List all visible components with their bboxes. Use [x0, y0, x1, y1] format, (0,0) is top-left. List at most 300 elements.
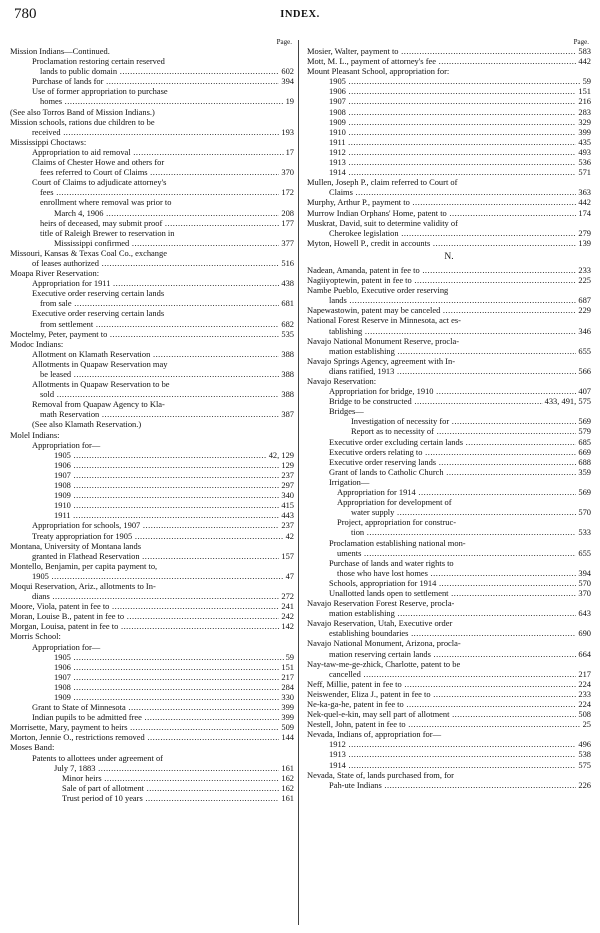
index-entry: [307, 127, 591, 137]
entry-text: 1908 .....: [54, 682, 294, 692]
entry-text: Navajo Springs Agency, agreement with In-: [307, 355, 456, 366]
entry-text: Minor heirs .....: [62, 773, 294, 783]
index-entry: [307, 376, 591, 386]
entry-text: (See also Torros Band of Mission Indians.): [10, 106, 155, 117]
index-entry: [10, 56, 294, 66]
entry-page-ref: 224: [578, 699, 591, 709]
entry-text: Appropriation for 1911 .....: [32, 278, 294, 288]
index-entry: [307, 117, 591, 127]
entry-page-ref: 161: [281, 792, 294, 803]
entry-page-ref: 370: [578, 587, 591, 598]
entry-text: uments .....: [337, 548, 591, 558]
index-entry: [307, 608, 591, 618]
index-entry: [307, 709, 591, 719]
column-divider: [298, 40, 299, 925]
index-entry: [307, 228, 591, 238]
entry-page-ref: 370: [281, 167, 294, 178]
index-entry: [10, 773, 294, 783]
entry-text: those who have lost homes .....: [337, 568, 591, 578]
entry-page-ref: 538: [578, 749, 591, 760]
entry-text: Navajo Reservation:: [307, 376, 377, 386]
entry-text: Myton, Howell P., credit in accounts .....: [307, 238, 591, 248]
entry-text: Allotments in Quapaw Reservation may: [32, 358, 168, 369]
entry-page-ref: 151: [281, 661, 294, 672]
entry-text: 1907 .....: [54, 672, 294, 682]
index-entry: [307, 86, 591, 96]
index-entry: [307, 760, 591, 770]
entry-text: lands .....: [329, 295, 591, 305]
entry-text: Nestell, John, patent in fee to .....: [307, 719, 591, 729]
index-entry: [307, 386, 591, 396]
entry-text: fees referred to Court of Claims .....: [40, 167, 294, 177]
entry-text: tion .....: [351, 527, 591, 537]
index-entry: [307, 487, 591, 497]
entry-text: cancelled .....: [329, 669, 591, 679]
entry-text: Moran, Louise B., patent in fee to .....: [10, 611, 294, 621]
entry-text: Appropriation for—: [32, 439, 101, 450]
entry-page-ref: 144: [281, 732, 294, 743]
entry-page-ref: 688: [578, 456, 591, 467]
entry-page-ref: 297: [281, 480, 294, 491]
index-entry: [10, 712, 294, 722]
index-entry: [307, 578, 591, 588]
page-number: 780: [14, 6, 37, 22]
entry-text: Removal from Quapaw Agency to Kla-: [32, 399, 165, 410]
entry-page-ref: 216: [578, 96, 591, 107]
index-entry: [10, 329, 294, 339]
index-entry: [307, 356, 591, 366]
entry-text: Treaty appropriation for 1905 .....: [32, 531, 294, 541]
index-entry: [307, 679, 591, 689]
entry-page-ref: 575: [578, 759, 591, 770]
index-entry: [10, 359, 294, 369]
index-entry: [307, 426, 591, 436]
entry-text: Claims .....: [329, 187, 591, 197]
index-entry: [10, 86, 294, 96]
entry-text: Proclamation establishing national mon-: [329, 537, 466, 548]
index-entry: [10, 652, 294, 662]
entry-page-ref: 233: [578, 264, 591, 275]
entry-text: Nevada, State of, lands purchased from, for: [307, 769, 454, 780]
index-entry: [307, 527, 591, 537]
entry-text: Executive orders relating to .....: [329, 447, 591, 457]
entry-text: tablishing .....: [329, 326, 591, 336]
entry-text: Indian pupils to be admitted free .....: [32, 712, 294, 722]
entry-text: Moore, Viola, patent in fee to .....: [10, 601, 294, 611]
entry-page-ref: 681: [281, 298, 294, 309]
index-entry: [10, 258, 294, 268]
index-entry: [307, 780, 591, 790]
entry-page-ref: 139: [578, 237, 591, 248]
entry-page-ref: 340: [281, 490, 294, 501]
entry-page-ref: 272: [281, 591, 294, 602]
entry-text: Appropriation for schools, 1907 .....: [32, 520, 294, 530]
entry-text: Missouri, Kansas & Texas Coal Co., exchange: [10, 247, 167, 258]
index-entry: [307, 346, 591, 356]
entry-page-ref: 508: [578, 709, 591, 720]
index-entry: [307, 437, 591, 447]
entry-text: Mullen, Joseph P., claim referred to Court of: [307, 177, 458, 188]
entry-text: 1911 .....: [54, 510, 294, 520]
entry-page-ref: 655: [578, 547, 591, 558]
entry-page-ref: 435: [578, 136, 591, 147]
entry-page-ref: 174: [578, 207, 591, 218]
index-entry: [10, 793, 294, 803]
entry-page-ref: 566: [578, 365, 591, 376]
entry-text: Nadean, Amanda, patent in fee to .....: [307, 265, 591, 275]
index-entry: [10, 642, 294, 652]
index-entry: [10, 561, 294, 571]
entry-text: Nevada, Indians of, appropriation for—: [307, 729, 442, 740]
entry-text: Morgan, Louisa, patent in fee to .....: [10, 621, 294, 631]
entry-page-ref: 509: [281, 722, 294, 733]
index-entry: [307, 157, 591, 167]
index-entry: [10, 611, 294, 621]
entry-text: enrollment where removal was prior to: [40, 197, 172, 208]
index-entry: [10, 349, 294, 359]
entry-page-ref: 279: [578, 227, 591, 238]
entry-text: 1906 .....: [329, 86, 591, 96]
entry-page-ref: 42: [285, 530, 294, 541]
entry-page-ref: 242: [281, 611, 294, 622]
entry-page-ref: 129: [281, 459, 294, 470]
entry-text: Montello, Benjamin, per capita payment to,: [10, 560, 158, 571]
index-entry: [10, 591, 294, 601]
index-entry: [10, 460, 294, 470]
index-entry: [10, 177, 294, 187]
entry-page-ref: 569: [578, 416, 591, 427]
entry-text: sold .....: [40, 389, 294, 399]
entry-text: Schools, appropriation for 1914 .....: [329, 578, 591, 588]
index-entry: [10, 228, 294, 238]
index-entry: [10, 510, 294, 520]
entry-page-ref: 208: [281, 207, 294, 218]
entry-page-ref: 161: [281, 762, 294, 773]
index-entry: [307, 285, 591, 295]
index-entry: [307, 218, 591, 228]
index-entry: [10, 409, 294, 419]
entry-text: 1910 .....: [54, 500, 294, 510]
index-entry: [10, 238, 294, 248]
entry-page-ref: 233: [578, 688, 591, 699]
entry-text: Patents to allottees under agreement of: [32, 752, 163, 763]
index-entry: [10, 399, 294, 409]
entry-page-ref: 399: [281, 712, 294, 723]
index-entry: [307, 265, 591, 275]
entry-page-ref: 493: [578, 146, 591, 157]
entry-text: National Forest Reserve in Minnesota, act es-: [307, 315, 461, 326]
index-entry: [10, 500, 294, 510]
entry-text: title of Raleigh Brewer to reservation in: [40, 227, 175, 238]
entry-text: July 7, 1883 .....: [54, 763, 294, 773]
index-entry: [307, 177, 591, 187]
entry-page-ref: 571: [578, 167, 591, 178]
entry-text: 1907 .....: [54, 470, 294, 480]
entry-text: 1907 .....: [329, 96, 591, 106]
entry-page-ref: 229: [578, 305, 591, 316]
entry-page-ref: 142: [281, 621, 294, 632]
entry-text: Bridges—: [329, 406, 364, 417]
entry-text: Grant of lands to Catholic Church .....: [329, 467, 591, 477]
index-entry: [307, 507, 591, 517]
entry-text: Irrigation—: [329, 476, 370, 487]
index-entry: [10, 682, 294, 692]
entry-text: be leased .....: [40, 369, 294, 379]
index-entry: [10, 571, 294, 581]
index-entry: [10, 339, 294, 349]
entry-text: Allotment on Klamath Reservation .....: [32, 349, 294, 359]
entry-page-ref: 388: [281, 348, 294, 359]
index-entry: [307, 137, 591, 147]
entry-text: Claims of Chester Howe and others for: [32, 157, 165, 168]
index-entry: [10, 308, 294, 318]
entry-text: Executive order reserving certain lands: [32, 308, 165, 319]
entry-page-ref: 359: [578, 466, 591, 477]
entry-page-ref: 570: [578, 507, 591, 518]
entry-text: 1913 .....: [329, 749, 591, 759]
entry-page-ref: 387: [281, 409, 294, 420]
index-entry: [307, 618, 591, 628]
entry-page-ref: 59: [285, 651, 294, 662]
entry-page-ref: 690: [578, 628, 591, 639]
index-entry: [307, 749, 591, 759]
entry-text: Navajo National Monument Reserve, procla-: [307, 335, 460, 346]
entry-text: of leases authorized .....: [32, 258, 294, 268]
entry-text: Muskrat, David, suit to determine validity of: [307, 217, 458, 228]
entry-page-ref: 516: [281, 257, 294, 268]
entry-page-ref: 685: [578, 436, 591, 447]
index-entry: [307, 295, 591, 305]
entry-text: Unallotted lands open to settlement .....: [329, 588, 591, 598]
entry-text: Report as to necessity of .....: [351, 426, 591, 436]
page-title: INDEX.: [280, 9, 320, 20]
entry-text: Executive order reserving lands .....: [329, 457, 591, 467]
entry-text: Court of Claims to adjudicate attorney's: [32, 177, 167, 188]
index-entry: [10, 66, 294, 76]
entry-page-ref: 226: [578, 779, 591, 790]
entry-text: Neiswender, Eliza J., patent in fee to .....: [307, 689, 591, 699]
entry-text: Appropriation for bridge, 1910 .....: [329, 386, 591, 396]
index-entry: [10, 197, 294, 207]
index-entry: [307, 517, 591, 527]
index-entry: [10, 551, 294, 561]
index-entry: [10, 137, 294, 147]
entry-text: Mission Indians—Continued.: [10, 46, 110, 56]
entry-page-ref: 433, 491, 575: [544, 396, 591, 407]
index-entry: [10, 187, 294, 197]
entry-text: Grant to State of Minnesota .....: [32, 702, 294, 712]
entry-page-ref: 193: [281, 126, 294, 137]
index-entry: [10, 783, 294, 793]
entry-text: Trust period of 10 years .....: [62, 793, 294, 803]
index-entry: [307, 326, 591, 336]
index-entry: [307, 457, 591, 467]
entry-text: Navajo Reservation, Utah, Executive order: [307, 618, 453, 629]
index-entry: [307, 366, 591, 376]
entry-text: 1908 .....: [54, 480, 294, 490]
entry-text: Mission schools, rations due children to be: [10, 116, 155, 127]
entry-page-ref: 283: [578, 106, 591, 117]
index-entry: [307, 770, 591, 780]
index-entry: [10, 490, 294, 500]
index-entry: [10, 379, 294, 389]
entry-page-ref: 151: [578, 86, 591, 97]
entry-page-ref: 643: [578, 608, 591, 619]
index-entry: [10, 520, 294, 530]
index-entry: [10, 541, 294, 551]
right-entries-n: [307, 265, 591, 790]
entry-page-ref: 217: [281, 671, 294, 682]
entry-text: Nagiiyoptewin, patent in fee to .....: [307, 275, 591, 285]
entry-text: 1912 .....: [329, 739, 591, 749]
entry-page-ref: 399: [281, 702, 294, 713]
right-entries-m: [307, 46, 591, 248]
entry-text: Morton, Jennie O., restrictions removed .....: [10, 732, 294, 742]
entry-page-ref: 394: [281, 76, 294, 87]
entry-page-ref: 377: [281, 237, 294, 248]
entry-page-ref: 224: [578, 678, 591, 689]
index-entry: [10, 107, 294, 117]
entry-text: Bridge to be constructed .....: [329, 396, 591, 406]
entry-page-ref: 17: [285, 146, 294, 157]
index-entry: [307, 598, 591, 608]
entry-text: 1911 .....: [329, 137, 591, 147]
entry-text: 1905 .....: [54, 450, 294, 460]
index-entry: [10, 763, 294, 773]
index-entry: [307, 76, 591, 86]
index-entry: [307, 96, 591, 106]
index-entry: [307, 46, 591, 56]
entry-page-ref: 535: [281, 328, 294, 339]
entry-text: 1910 .....: [329, 127, 591, 137]
entry-page-ref: 162: [281, 772, 294, 783]
entry-text: water supply .....: [351, 507, 591, 517]
entry-text: 1909 .....: [329, 117, 591, 127]
entry-text: 1905 .....: [32, 571, 294, 581]
entry-text: Morrisette, Mary, payment to heirs .....: [10, 722, 294, 732]
entry-page-ref: 496: [578, 739, 591, 750]
entry-page-ref: 47: [285, 570, 294, 581]
index-entry: [307, 719, 591, 729]
entry-page-ref: 442: [578, 197, 591, 208]
entry-text: Montana, University of Montana lands: [10, 540, 141, 551]
entry-page-ref: 443: [281, 510, 294, 521]
entry-page-ref: 664: [578, 648, 591, 659]
entry-page-ref: 570: [578, 577, 591, 588]
index-entry: [307, 558, 591, 568]
entry-text: Purchase of lands and water rights to: [329, 557, 454, 568]
index-entry: [307, 238, 591, 248]
entry-text: 1909 .....: [54, 490, 294, 500]
index-entry: [10, 430, 294, 440]
entry-page-ref: 157: [281, 550, 294, 561]
entry-text: Navajo Reservation Forest Reserve, procla-: [307, 598, 455, 609]
index-entry: [10, 117, 294, 127]
entry-text: Nambe Pueblo, Executive order reserving: [307, 285, 449, 296]
entry-text: Moqui Reservation, Ariz., allotments to In-: [10, 580, 156, 591]
entry-text: 1914 .....: [329, 167, 591, 177]
entry-text: Nay-taw-me-ge-zhick, Charlotte, patent to be: [307, 658, 461, 669]
entry-page-ref: 388: [281, 389, 294, 400]
entry-page-ref: 346: [578, 325, 591, 336]
index-entry: [307, 447, 591, 457]
entry-text: granted in Flathead Reservation .....: [32, 551, 294, 561]
entry-page-ref: 399: [578, 126, 591, 137]
entry-text: Napewastowin, patent may be canceled .....: [307, 305, 591, 315]
index-entry: [307, 477, 591, 487]
index-entry: [10, 76, 294, 86]
index-entry: [307, 107, 591, 117]
entry-page-ref: 569: [578, 487, 591, 498]
index-entry: [10, 248, 294, 258]
index-entry: [307, 315, 591, 325]
index-entry: [10, 389, 294, 399]
index-entry: [307, 406, 591, 416]
entry-page-ref: 42, 129: [268, 449, 294, 460]
entry-text: 1909 .....: [54, 692, 294, 702]
entry-text: Appropriation for—: [32, 641, 101, 652]
left-column: [10, 38, 294, 803]
entry-text: Cherokee legislation .....: [329, 228, 591, 238]
right-column: [307, 38, 591, 790]
index-entry: [10, 127, 294, 137]
index-entry: [10, 218, 294, 228]
entry-text: Mississippi confirmed .....: [54, 238, 294, 248]
entry-text: 1914 .....: [329, 760, 591, 770]
entry-text: establishing boundaries .....: [329, 628, 591, 638]
index-entry: [10, 298, 294, 308]
index-entry: [10, 531, 294, 541]
entry-page-ref: 415: [281, 500, 294, 511]
index-entry: [307, 467, 591, 477]
entry-page-ref: 162: [281, 782, 294, 793]
index-entry: [10, 319, 294, 329]
entry-text: March 4, 1906 .....: [54, 208, 294, 218]
entry-text: 1906 .....: [54, 662, 294, 672]
entry-text: Appropriation for 1914 .....: [337, 487, 591, 497]
index-entry: [307, 147, 591, 157]
entry-text: Murrow Indian Orphans' Home, patent to .....: [307, 208, 591, 218]
entry-text: Mosier, Walter, payment to .....: [307, 46, 591, 56]
entry-text: Morris School:: [10, 631, 61, 642]
index-entry: [307, 167, 591, 177]
entry-page-ref: 438: [281, 278, 294, 289]
index-entry: [307, 538, 591, 548]
entry-text: homes .....: [40, 96, 294, 106]
entry-text: dians ratified, 1913 .....: [329, 366, 591, 376]
entry-page-ref: 533: [578, 527, 591, 538]
index-entry: [307, 336, 591, 346]
index-entry: [10, 692, 294, 702]
index-entry: [307, 628, 591, 638]
entry-text: Project, appropriation for construc-: [337, 517, 457, 528]
index-entry: [10, 369, 294, 379]
entry-text: Mississippi Choctaws:: [10, 136, 87, 147]
index-entry: [307, 699, 591, 709]
index-entry: [10, 470, 294, 480]
index-entry: [10, 672, 294, 682]
entry-page-ref: 687: [578, 295, 591, 306]
index-entry: [307, 56, 591, 66]
entry-text: heirs of deceased, may submit proof .....: [40, 218, 294, 228]
entry-page-ref: 284: [281, 681, 294, 692]
entry-text: mation reserving certain lands .....: [329, 649, 591, 659]
index-entry: [10, 621, 294, 631]
entry-page-ref: 407: [578, 386, 591, 397]
entry-text: Appropriation for development of: [337, 497, 452, 508]
entry-text: Investigation of necessity for .....: [351, 416, 591, 426]
entry-page-ref: 59: [582, 76, 591, 87]
